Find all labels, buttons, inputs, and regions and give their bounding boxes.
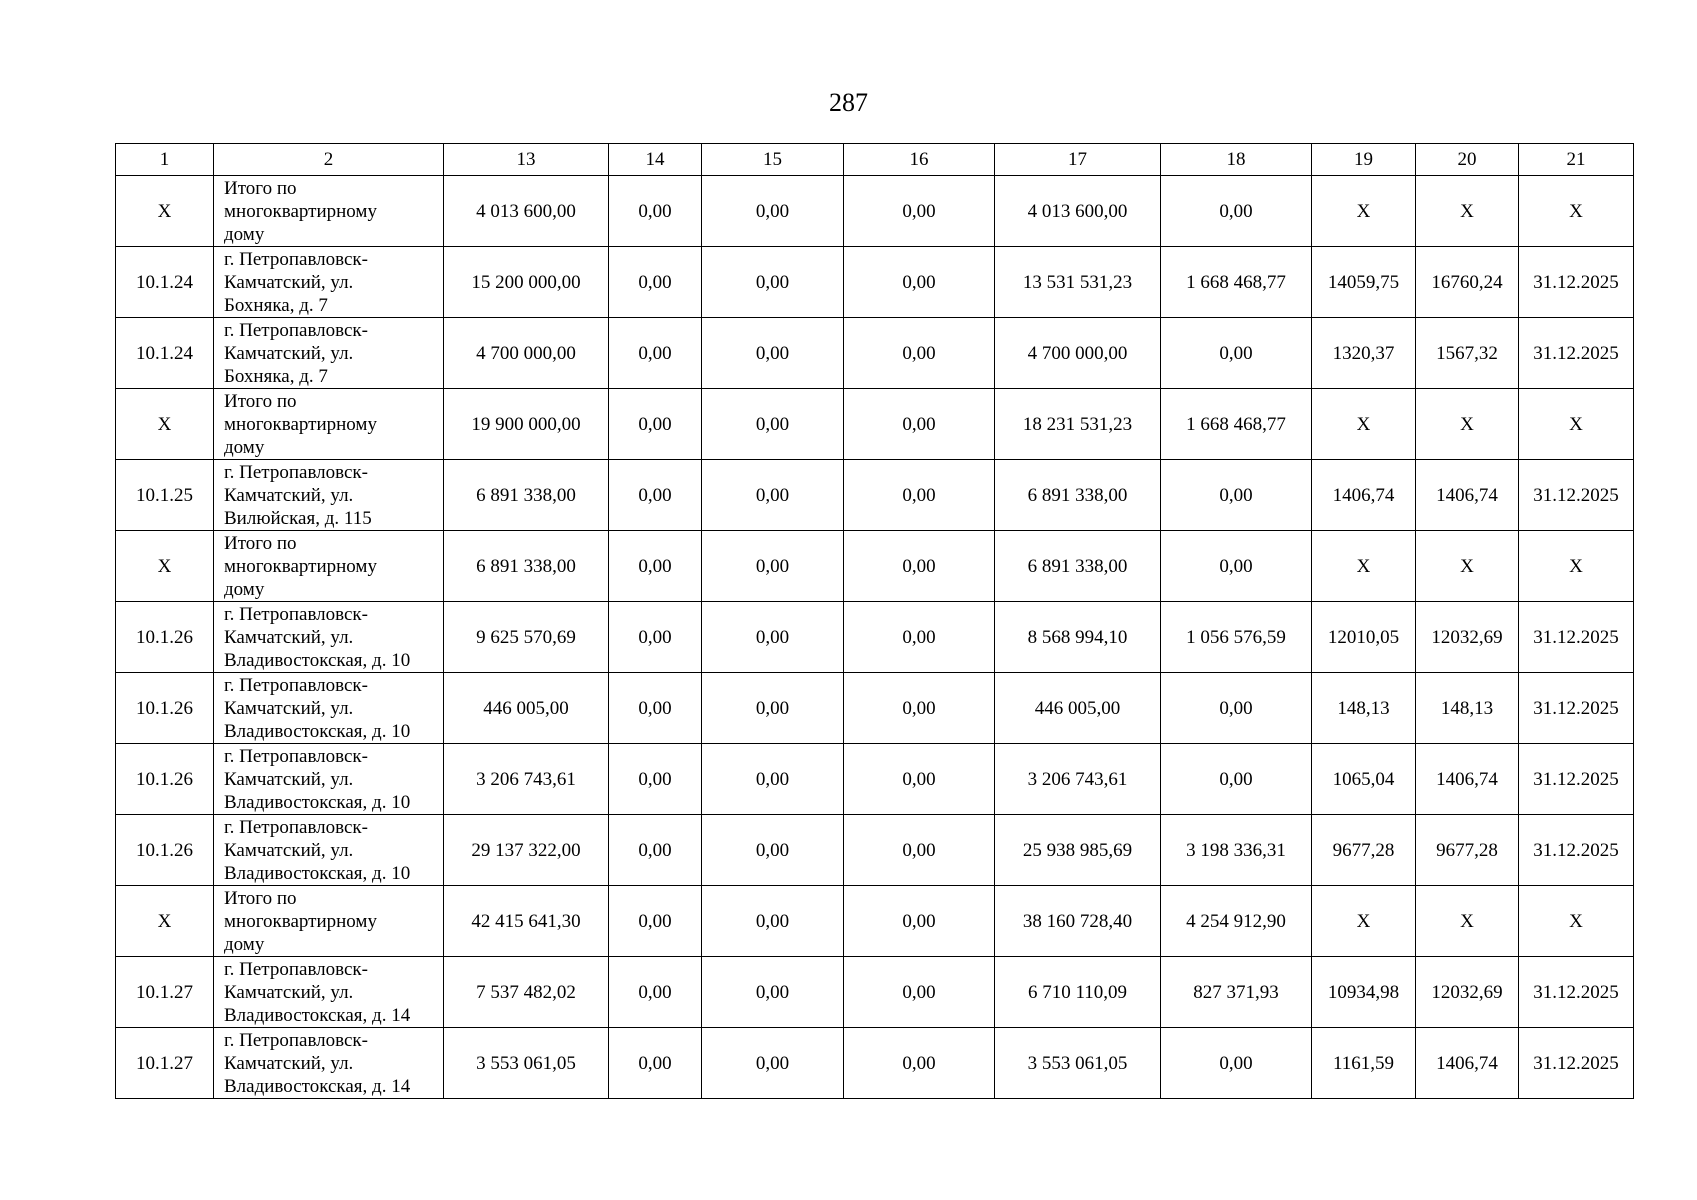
address-cell bbox=[214, 176, 444, 247]
address-line: Итого по bbox=[224, 390, 297, 412]
address-cell bbox=[214, 1028, 444, 1099]
value-cell-16: 0,00 bbox=[844, 1028, 995, 1099]
value-cell-13: 3 553 061,05 bbox=[444, 1028, 609, 1099]
address-line: Камчатский, ул. bbox=[224, 342, 354, 364]
value-cell-17: 13 531 531,23 bbox=[995, 247, 1161, 318]
value-cell-15: 0,00 bbox=[702, 389, 844, 460]
address-line: Владивостокская, д. 14 bbox=[224, 1004, 411, 1026]
table-row bbox=[116, 460, 1634, 531]
value-cell-14: 0,00 bbox=[609, 815, 702, 886]
value-cell-20: 12032,69 bbox=[1416, 602, 1519, 673]
value-cell-15: 0,00 bbox=[702, 673, 844, 744]
data-table bbox=[115, 143, 1634, 1099]
value-cell-14: 0,00 bbox=[609, 602, 702, 673]
value-cell-13: 3 206 743,61 bbox=[444, 744, 609, 815]
column-header: 21 bbox=[1519, 144, 1634, 176]
value-cell-21: 31.12.2025 bbox=[1519, 957, 1634, 1028]
value-cell-20: 1567,32 bbox=[1416, 318, 1519, 389]
value-cell-17: 6 891 338,00 bbox=[995, 531, 1161, 602]
table-row bbox=[116, 602, 1634, 673]
value-cell-21: 31.12.2025 bbox=[1519, 247, 1634, 318]
value-cell-13: 446 005,00 bbox=[444, 673, 609, 744]
row-number-cell: 10.1.26 bbox=[116, 602, 214, 673]
column-header: 17 bbox=[995, 144, 1161, 176]
value-cell-19: 1406,74 bbox=[1312, 460, 1416, 531]
value-cell-21: 31.12.2025 bbox=[1519, 673, 1634, 744]
table-row bbox=[116, 815, 1634, 886]
address-line: Камчатский, ул. bbox=[224, 839, 354, 861]
value-cell-19: 12010,05 bbox=[1312, 602, 1416, 673]
column-header: 19 bbox=[1312, 144, 1416, 176]
value-cell-14: 0,00 bbox=[609, 531, 702, 602]
value-cell-16: 0,00 bbox=[844, 602, 995, 673]
value-cell-15: 0,00 bbox=[702, 176, 844, 247]
column-header: 2 bbox=[214, 144, 444, 176]
table-body bbox=[116, 176, 1634, 1099]
value-cell-13: 4 700 000,00 bbox=[444, 318, 609, 389]
address-cell bbox=[214, 602, 444, 673]
address-line: г. Петропавловск- bbox=[224, 674, 368, 696]
table-row bbox=[116, 886, 1634, 957]
address-line: Бохняка, д. 7 bbox=[224, 294, 328, 316]
value-cell-17: 4 700 000,00 bbox=[995, 318, 1161, 389]
value-cell-20: X bbox=[1416, 886, 1519, 957]
address-cell bbox=[214, 318, 444, 389]
value-cell-20: 9677,28 bbox=[1416, 815, 1519, 886]
value-cell-17: 4 013 600,00 bbox=[995, 176, 1161, 247]
value-cell-20: X bbox=[1416, 176, 1519, 247]
value-cell-15: 0,00 bbox=[702, 744, 844, 815]
column-header: 16 bbox=[844, 144, 995, 176]
address-line: г. Петропавловск- bbox=[224, 248, 368, 270]
value-cell-14: 0,00 bbox=[609, 176, 702, 247]
value-cell-21: X bbox=[1519, 176, 1634, 247]
value-cell-18: 0,00 bbox=[1161, 744, 1312, 815]
address-line: дому bbox=[224, 223, 265, 245]
column-header: 14 bbox=[609, 144, 702, 176]
row-number-cell: 10.1.26 bbox=[116, 673, 214, 744]
address-line: Камчатский, ул. bbox=[224, 484, 354, 506]
value-cell-21: X bbox=[1519, 886, 1634, 957]
address-line: Итого по bbox=[224, 887, 297, 909]
value-cell-19: 1161,59 bbox=[1312, 1028, 1416, 1099]
value-cell-13: 19 900 000,00 bbox=[444, 389, 609, 460]
value-cell-14: 0,00 bbox=[609, 318, 702, 389]
value-cell-18: 1 668 468,77 bbox=[1161, 389, 1312, 460]
value-cell-20: 148,13 bbox=[1416, 673, 1519, 744]
value-cell-14: 0,00 bbox=[609, 886, 702, 957]
value-cell-18: 0,00 bbox=[1161, 531, 1312, 602]
value-cell-21: 31.12.2025 bbox=[1519, 318, 1634, 389]
value-cell-19: 10934,98 bbox=[1312, 957, 1416, 1028]
value-cell-16: 0,00 bbox=[844, 886, 995, 957]
value-cell-21: 31.12.2025 bbox=[1519, 602, 1634, 673]
column-header: 15 bbox=[702, 144, 844, 176]
address-cell bbox=[214, 531, 444, 602]
address-line: Владивостокская, д. 10 bbox=[224, 720, 411, 742]
value-cell-13: 6 891 338,00 bbox=[444, 531, 609, 602]
table-row bbox=[116, 744, 1634, 815]
value-cell-16: 0,00 bbox=[844, 815, 995, 886]
value-cell-13: 6 891 338,00 bbox=[444, 460, 609, 531]
value-cell-19: X bbox=[1312, 886, 1416, 957]
row-number-cell: 10.1.26 bbox=[116, 744, 214, 815]
value-cell-13: 4 013 600,00 bbox=[444, 176, 609, 247]
value-cell-13: 15 200 000,00 bbox=[444, 247, 609, 318]
value-cell-19: X bbox=[1312, 389, 1416, 460]
value-cell-17: 3 553 061,05 bbox=[995, 1028, 1161, 1099]
address-line: Владивостокская, д. 10 bbox=[224, 862, 411, 884]
address-cell bbox=[214, 815, 444, 886]
column-header: 1 bbox=[116, 144, 214, 176]
value-cell-20: 1406,74 bbox=[1416, 1028, 1519, 1099]
value-cell-21: 31.12.2025 bbox=[1519, 460, 1634, 531]
value-cell-15: 0,00 bbox=[702, 957, 844, 1028]
value-cell-16: 0,00 bbox=[844, 744, 995, 815]
value-cell-13: 9 625 570,69 bbox=[444, 602, 609, 673]
value-cell-20: 16760,24 bbox=[1416, 247, 1519, 318]
value-cell-19: 148,13 bbox=[1312, 673, 1416, 744]
value-cell-14: 0,00 bbox=[609, 673, 702, 744]
address-line: Владивостокская, д. 14 bbox=[224, 1075, 411, 1097]
address-line: г. Петропавловск- bbox=[224, 958, 368, 980]
value-cell-17: 25 938 985,69 bbox=[995, 815, 1161, 886]
address-line: Бохняка, д. 7 bbox=[224, 365, 328, 387]
table-row bbox=[116, 531, 1634, 602]
value-cell-16: 0,00 bbox=[844, 318, 995, 389]
address-line: Камчатский, ул. bbox=[224, 697, 354, 719]
value-cell-13: 7 537 482,02 bbox=[444, 957, 609, 1028]
address-line: дому bbox=[224, 578, 265, 600]
value-cell-15: 0,00 bbox=[702, 602, 844, 673]
value-cell-21: X bbox=[1519, 531, 1634, 602]
value-cell-17: 446 005,00 bbox=[995, 673, 1161, 744]
address-line: многоквартирному bbox=[224, 413, 377, 435]
table-row bbox=[116, 176, 1634, 247]
address-line: Итого по bbox=[224, 532, 297, 554]
value-cell-18: 1 056 576,59 bbox=[1161, 602, 1312, 673]
value-cell-18: 0,00 bbox=[1161, 460, 1312, 531]
value-cell-16: 0,00 bbox=[844, 531, 995, 602]
table-row bbox=[116, 389, 1634, 460]
value-cell-16: 0,00 bbox=[844, 957, 995, 1028]
address-line: г. Петропавловск- bbox=[224, 1029, 368, 1051]
value-cell-21: 31.12.2025 bbox=[1519, 815, 1634, 886]
table-row bbox=[116, 1028, 1634, 1099]
value-cell-19: 14059,75 bbox=[1312, 247, 1416, 318]
address-line: Камчатский, ул. bbox=[224, 626, 354, 648]
value-cell-19: X bbox=[1312, 176, 1416, 247]
value-cell-20: X bbox=[1416, 531, 1519, 602]
value-cell-18: 1 668 468,77 bbox=[1161, 247, 1312, 318]
row-number-cell: 10.1.25 bbox=[116, 460, 214, 531]
row-number-cell: 10.1.24 bbox=[116, 247, 214, 318]
value-cell-14: 0,00 bbox=[609, 1028, 702, 1099]
address-line: г. Петропавловск- bbox=[224, 745, 368, 767]
value-cell-19: X bbox=[1312, 531, 1416, 602]
address-line: г. Петропавловск- bbox=[224, 603, 368, 625]
column-header: 18 bbox=[1161, 144, 1312, 176]
value-cell-18: 0,00 bbox=[1161, 176, 1312, 247]
table-header bbox=[116, 144, 1634, 176]
value-cell-20: 12032,69 bbox=[1416, 957, 1519, 1028]
page-number: 287 bbox=[829, 88, 868, 117]
address-line: г. Петропавловск- bbox=[224, 816, 368, 838]
address-line: Итого по bbox=[224, 177, 297, 199]
value-cell-13: 29 137 322,00 bbox=[444, 815, 609, 886]
address-line: Камчатский, ул. bbox=[224, 271, 354, 293]
value-cell-14: 0,00 bbox=[609, 460, 702, 531]
row-number-cell: 10.1.26 bbox=[116, 815, 214, 886]
value-cell-15: 0,00 bbox=[702, 1028, 844, 1099]
address-cell bbox=[214, 389, 444, 460]
address-line: г. Петропавловск- bbox=[224, 319, 368, 341]
value-cell-13: 42 415 641,30 bbox=[444, 886, 609, 957]
value-cell-19: 9677,28 bbox=[1312, 815, 1416, 886]
column-header: 20 bbox=[1416, 144, 1519, 176]
address-line: Вилюйская, д. 115 bbox=[224, 507, 372, 529]
value-cell-15: 0,00 bbox=[702, 460, 844, 531]
value-cell-16: 0,00 bbox=[844, 673, 995, 744]
address-cell bbox=[214, 673, 444, 744]
value-cell-16: 0,00 bbox=[844, 176, 995, 247]
address-cell bbox=[214, 744, 444, 815]
value-cell-14: 0,00 bbox=[609, 744, 702, 815]
address-cell bbox=[214, 957, 444, 1028]
value-cell-15: 0,00 bbox=[702, 247, 844, 318]
value-cell-19: 1320,37 bbox=[1312, 318, 1416, 389]
value-cell-14: 0,00 bbox=[609, 957, 702, 1028]
address-cell bbox=[214, 460, 444, 531]
table-row bbox=[116, 247, 1634, 318]
value-cell-17: 3 206 743,61 bbox=[995, 744, 1161, 815]
address-line: дому bbox=[224, 933, 265, 955]
value-cell-16: 0,00 bbox=[844, 460, 995, 531]
table-row bbox=[116, 318, 1634, 389]
row-number-cell: X bbox=[116, 886, 214, 957]
row-number-cell: X bbox=[116, 389, 214, 460]
address-line: дому bbox=[224, 436, 265, 458]
row-number-cell: X bbox=[116, 531, 214, 602]
value-cell-18: 4 254 912,90 bbox=[1161, 886, 1312, 957]
row-number-cell: 10.1.24 bbox=[116, 318, 214, 389]
row-number-cell: X bbox=[116, 176, 214, 247]
address-line: Владивостокская, д. 10 bbox=[224, 791, 411, 813]
address-line: Камчатский, ул. bbox=[224, 981, 354, 1003]
address-cell bbox=[214, 886, 444, 957]
table-row bbox=[116, 957, 1634, 1028]
value-cell-18: 827 371,93 bbox=[1161, 957, 1312, 1028]
value-cell-14: 0,00 bbox=[609, 389, 702, 460]
column-header: 13 bbox=[444, 144, 609, 176]
value-cell-21: 31.12.2025 bbox=[1519, 744, 1634, 815]
value-cell-18: 0,00 bbox=[1161, 1028, 1312, 1099]
address-line: Владивостокская, д. 10 bbox=[224, 649, 411, 671]
value-cell-15: 0,00 bbox=[702, 815, 844, 886]
address-line: г. Петропавловск- bbox=[224, 461, 368, 483]
value-cell-17: 6 710 110,09 bbox=[995, 957, 1161, 1028]
row-number-cell: 10.1.27 bbox=[116, 957, 214, 1028]
address-line: многоквартирному bbox=[224, 555, 377, 577]
value-cell-16: 0,00 bbox=[844, 389, 995, 460]
address-line: многоквартирному bbox=[224, 200, 377, 222]
address-line: Камчатский, ул. bbox=[224, 1052, 354, 1074]
value-cell-18: 0,00 bbox=[1161, 673, 1312, 744]
address-line: Камчатский, ул. bbox=[224, 768, 354, 790]
header-row bbox=[116, 144, 1634, 176]
value-cell-21: 31.12.2025 bbox=[1519, 1028, 1634, 1099]
value-cell-20: 1406,74 bbox=[1416, 744, 1519, 815]
value-cell-17: 38 160 728,40 bbox=[995, 886, 1161, 957]
value-cell-17: 18 231 531,23 bbox=[995, 389, 1161, 460]
value-cell-20: X bbox=[1416, 389, 1519, 460]
row-number-cell: 10.1.27 bbox=[116, 1028, 214, 1099]
address-line: многоквартирному bbox=[224, 910, 377, 932]
value-cell-17: 8 568 994,10 bbox=[995, 602, 1161, 673]
value-cell-20: 1406,74 bbox=[1416, 460, 1519, 531]
value-cell-15: 0,00 bbox=[702, 886, 844, 957]
value-cell-15: 0,00 bbox=[702, 318, 844, 389]
value-cell-18: 3 198 336,31 bbox=[1161, 815, 1312, 886]
value-cell-17: 6 891 338,00 bbox=[995, 460, 1161, 531]
value-cell-18: 0,00 bbox=[1161, 318, 1312, 389]
value-cell-16: 0,00 bbox=[844, 247, 995, 318]
value-cell-15: 0,00 bbox=[702, 531, 844, 602]
address-cell bbox=[214, 247, 444, 318]
value-cell-21: X bbox=[1519, 389, 1634, 460]
value-cell-19: 1065,04 bbox=[1312, 744, 1416, 815]
table-row bbox=[116, 673, 1634, 744]
value-cell-14: 0,00 bbox=[609, 247, 702, 318]
